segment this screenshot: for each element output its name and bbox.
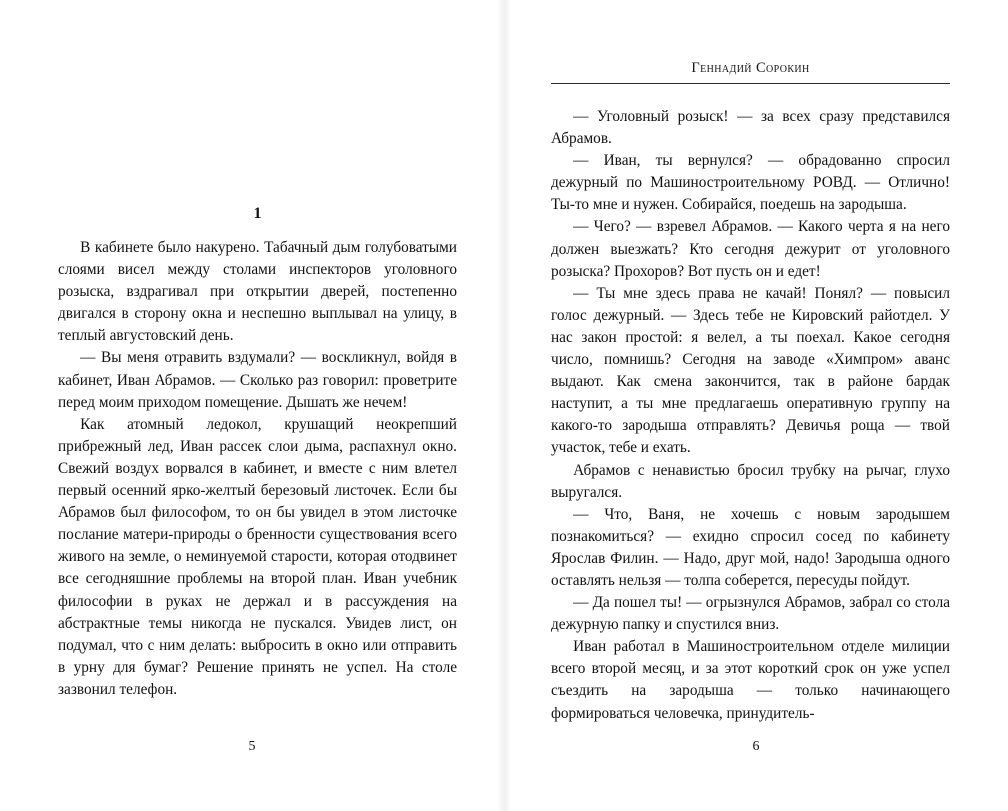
paragraph: — Вы меня отравить вздумали? — воскликнул, войдя в кабинет, Иван Абрамов. — Сколько раз говорил: проветрите перед моим приходом помещение. Дышать же нечем!: [58, 349, 457, 411]
paragraph: — Ты мне здесь права не качай! Понял? — повысил голос дежурный. — Здесь тебе не Кировский райотдел. У нас закон простой: я велел, а ты поехал. Какое сегодня число, помнишь? Сегодня на заводе «Химпром» аванс выдают. Как смена закончится, так в районе бардак наступит, а ты мне предлагаешь оперативную группу на какого-то зародыша отправлять? Девичья роща — твой участок, тебе и ехать.: [551, 284, 950, 457]
right-page: [504, 0, 1008, 811]
paragraph: Как атомный ледокол, крушащий неокрепший прибрежный лед, Иван рассек слои дыма, распахнул окно. Свежий воздух ворвался в кабинет, и вместе с ним влетел первый осенний ярко-желтый березовый листочек. Если бы Абрамов был философом, то он бы увидел в этом листочке послание матери-природы о бренности существования всего живого на земле, о неминуемой старости, которая отодвинет все сегодняшние проблемы на второй план. Иван учебник философии в руках не держал и в рассуждения на абстрактные темы никогда не пускался. Увидев лист, он подумал, что с ним делать: выбросить в окно или отправить в урну для бумаг? Решение принять не успел. На столе зазвонил телефон.: [58, 415, 457, 698]
running-head: Геннадий Сорокин: [551, 60, 950, 84]
paragraph: В кабинете было накурено. Табачный дым голубоватыми слоями висел между столами инспекторов уголовного розыска, вздрагивал при открытии дверей, постепенно двигался в сторону окна и неспешно выплывал на улицу, в теплый августовский день.: [58, 239, 457, 345]
left-page-body: [58, 237, 457, 701]
paragraph: — Что, Ваня, не хочешь с новым зародышем познакомиться? — ехидно спросил сосед по кабинету Ярослав Филин. — Надо, друг мой, надо! Зародыша одного оставлять нельзя — толпа соберется, пересуды пойдут.: [551, 505, 950, 589]
paragraph: — Уголовный розыск! — за всех сразу представился Абрамов.: [551, 108, 950, 148]
paragraph: Иван работал в Машиностроительном отделе милиции всего второй месяц, и за этот короткий срок он уже успел съездить на зародыша — только начинающего формироваться человечка, принудитель-: [551, 638, 950, 722]
paragraph: Абрамов с ненавистью бросил трубку на рычаг, глухо выругался.: [551, 461, 950, 501]
page-number-right: 6: [752, 739, 760, 754]
page-number-left: 5: [248, 739, 256, 754]
paragraph: — Чего? — взревел Абрамов. — Какого черта я на него должен выезжать? Кто сегодня дежурит от уголовного розыска? Прохоров? Вот пусть он и едет!: [551, 218, 950, 280]
paragraph: — Иван, ты вернулся? — обрадованно спросил дежурный по Машиностроительному РОВД. — Отлично! Ты-то мне и нужен. Собирайся, поедешь на зародыша.: [551, 152, 950, 214]
paragraph: — Да пошел ты! — огрызнулся Абрамов, забрал со стола дежурную папку и спустился вниз.: [551, 594, 950, 634]
chapter-number: 1: [253, 205, 262, 222]
right-page-body: [551, 106, 950, 725]
